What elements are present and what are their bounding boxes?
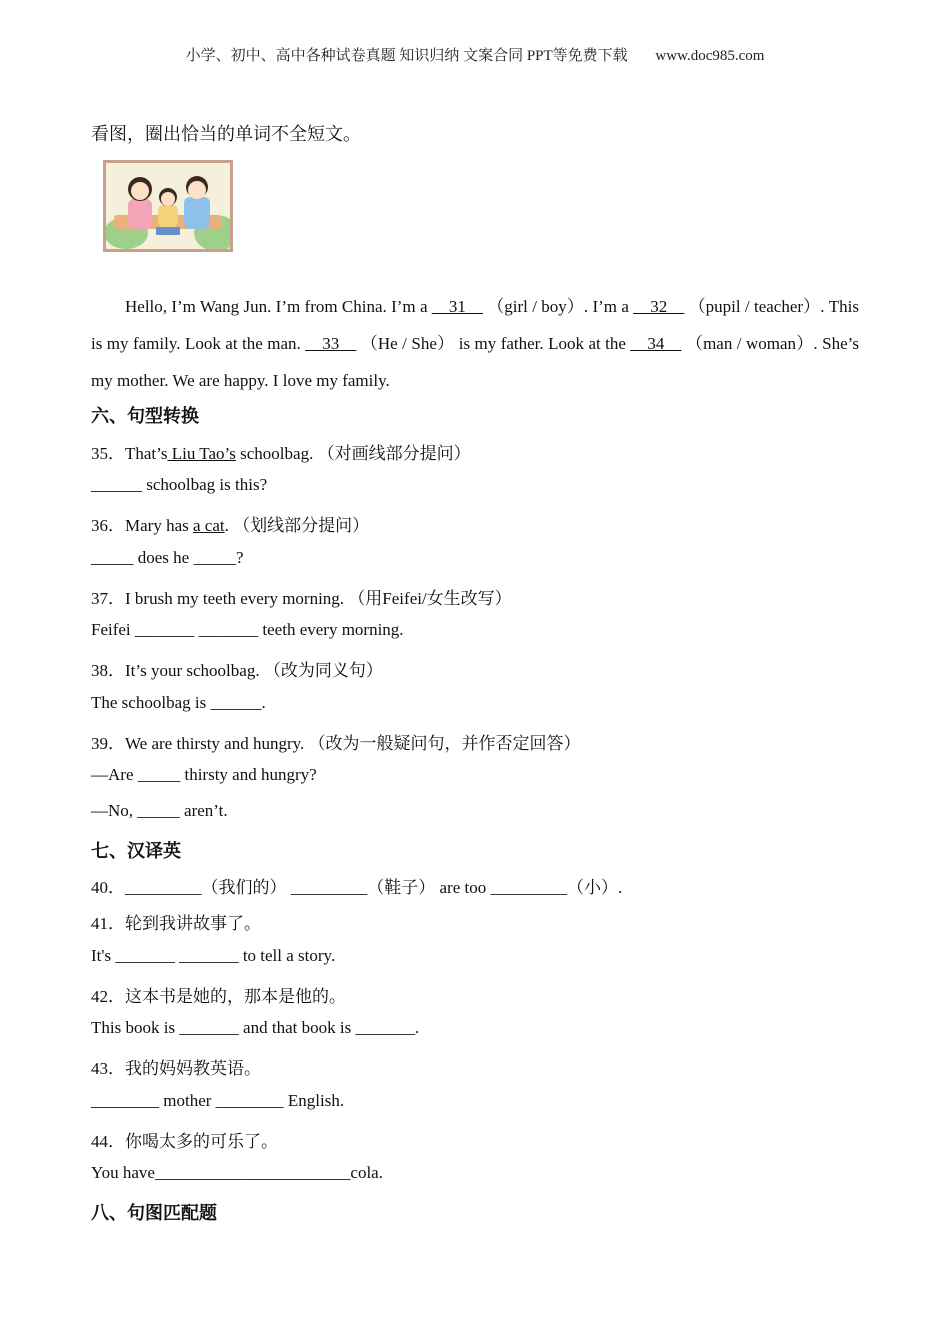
family-photo-icon	[103, 160, 233, 252]
q36-post: . （划线部分提问）	[224, 516, 370, 535]
q37-answer: Feifei _______ _______ teeth every morning.	[91, 620, 404, 639]
blank-33: __33__	[305, 334, 357, 353]
blank-34: __34__	[630, 334, 682, 353]
q44-text: 44．你喝太多的可乐了。	[91, 1132, 278, 1151]
q35-pre: 35．That’s	[91, 444, 168, 463]
q40-text: 40．_________（我们的） _________（鞋子） are too _________（小）.	[91, 878, 623, 897]
q39-answer-2: —No, _____ aren’t.	[91, 801, 228, 820]
header-text: 小学、初中、高中各种试卷真题 知识归纳 文案合同 PPT等免费下载	[185, 48, 628, 64]
section-6-heading: 六、句型转换	[91, 406, 199, 427]
q43-answer: ________ mother ________ English.	[91, 1091, 345, 1110]
q37-text: 37．I brush my teeth every morning. （用Feifei/女生改写）	[91, 589, 512, 608]
q44-answer: You have_______________________cola.	[91, 1163, 383, 1182]
section-7-heading: 七、汉译英	[91, 841, 181, 862]
section-8-heading: 八、句图匹配题	[91, 1203, 217, 1224]
q42-answer: This book is _______ and that book is _______.	[91, 1018, 420, 1037]
q36-underlined: a cat	[192, 516, 225, 535]
q35-answer: ______ schoolbag is this?	[91, 475, 268, 494]
q43-text: 43．我的妈妈教英语。	[91, 1059, 261, 1078]
q42-text: 42．这本书是她的，那本是他的。	[91, 987, 346, 1006]
passage-o32: （pupil / teacher）. This is my family. Look at the man.	[91, 297, 859, 353]
q41-answer: It's _______ _______ to tell a story.	[91, 946, 336, 965]
q38-answer: The schoolbag is ______.	[91, 693, 266, 712]
passage-o31: （girl / boy）. I’m a	[482, 297, 634, 316]
q35-underlined: Liu Tao’s	[167, 444, 236, 463]
instruction: 看图，圈出恰当的单词不全短文。	[91, 124, 361, 144]
q41-text: 41．轮到我讲故事了。	[91, 914, 261, 933]
passage-o33: （He / She） is my father. Look at the	[356, 334, 631, 353]
passage-s1: Hello, I’m Wang Jun. I’m from China. I’m a	[125, 297, 432, 316]
blank-31: __31__	[431, 297, 483, 316]
q36-answer: _____ does he _____?	[91, 548, 244, 567]
q38-text: 38．It’s your schoolbag. （改为同义句）	[91, 661, 383, 680]
q36-text	[91, 511, 369, 536]
cloze-passage	[91, 288, 859, 399]
q35-post: schoolbag. （对画线部分提问）	[235, 444, 471, 463]
q39-answer-1: —Are _____ thirsty and hungry?	[91, 765, 317, 784]
header-site: www.doc985.com	[655, 48, 765, 64]
q36-pre: 36．Mary has	[91, 516, 193, 535]
blank-32: __32__	[633, 297, 685, 316]
page-header	[0, 44, 950, 65]
passage-o34: （man / woman）. She’s my mother. We are happy. I love my family.	[91, 334, 859, 390]
q39-text: 39．We are thirsty and hungry. （改为一般疑问句，并作否定回答）	[91, 734, 581, 753]
q35-text	[91, 439, 471, 464]
